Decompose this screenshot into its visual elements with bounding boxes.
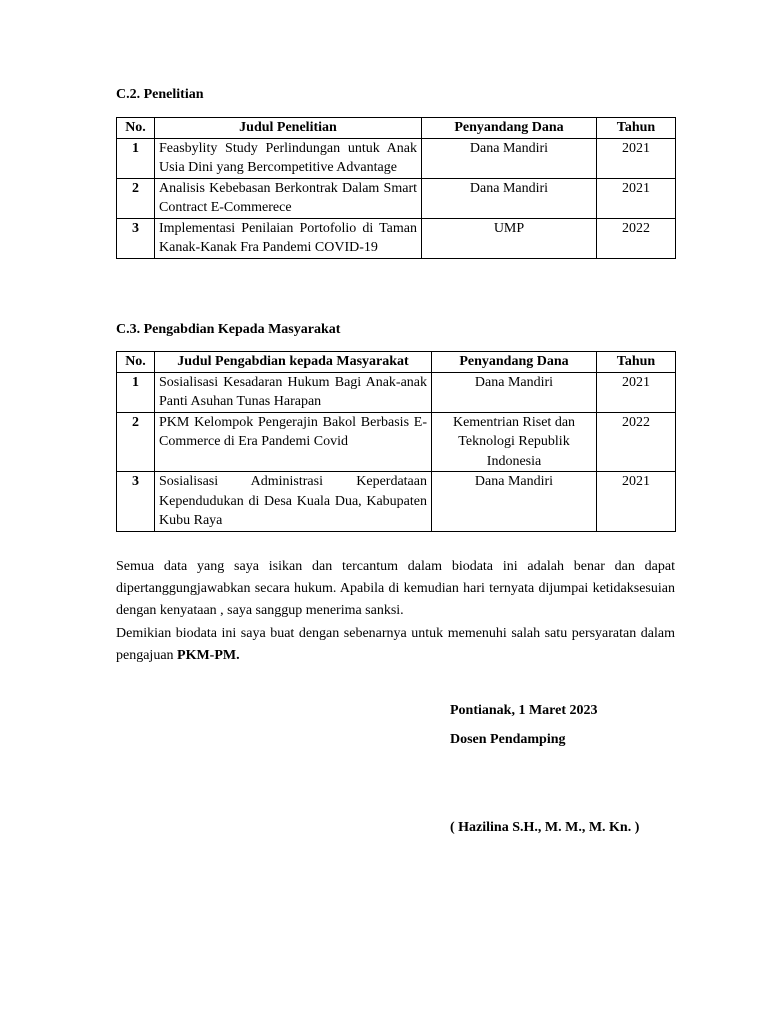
- service-heading: C.3. Pengabdian Kepada Masyarakat: [116, 322, 341, 337]
- signer-role: Dosen Pendamping: [450, 732, 566, 747]
- place-date: Pontianak, 1 Maret 2023: [450, 703, 598, 718]
- column-header-year: Tahun: [597, 352, 676, 373]
- column-header-title: Judul Pengabdian kepada Masyarakat: [155, 352, 432, 373]
- funding-source: Dana Mandiri: [432, 372, 597, 412]
- service-table: [116, 351, 676, 532]
- column-header-title: Judul Penelitian: [155, 118, 422, 139]
- funding-source: UMP: [422, 218, 597, 258]
- research-table: [116, 117, 676, 259]
- year: 2021: [597, 372, 676, 412]
- column-header-funding: Penyandang Dana: [432, 352, 597, 373]
- year: 2022: [597, 218, 676, 258]
- funding-source: Dana Mandiri: [422, 178, 597, 218]
- research-title: Implementasi Penilaian Portofolio di Taman Kanak-Kanak Fra Pandemi COVID-19: [155, 218, 422, 258]
- closing-paragraph: [116, 623, 675, 667]
- service-title: Sosialisasi Kesadaran Hukum Bagi Anak-anak Panti Asuhan Tunas Harapan: [155, 372, 432, 412]
- research-table-header: [117, 118, 676, 139]
- column-header-funding: Penyandang Dana: [422, 118, 597, 139]
- row-number: 3: [117, 218, 155, 258]
- funding-source: Kementrian Riset dan Teknologi Republik Indonesia: [432, 412, 597, 472]
- table-row: [117, 412, 676, 472]
- signer-name: ( Hazilina S.H., M. M., M. Kn. ): [450, 820, 640, 835]
- table-row: [117, 178, 676, 218]
- research-title: Analisis Kebebasan Berkontrak Dalam Smart Contract E-Commerece: [155, 178, 422, 218]
- year: 2021: [597, 138, 676, 178]
- program-name: PKM-PM.: [177, 648, 240, 663]
- funding-source: Dana Mandiri: [432, 472, 597, 532]
- row-number: 2: [117, 412, 155, 472]
- row-number: 1: [117, 372, 155, 412]
- research-title: Feasbylity Study Perlindungan untuk Anak Usia Dini yang Bercompetitive Advantage: [155, 138, 422, 178]
- year: 2022: [597, 412, 676, 472]
- table-row: [117, 218, 676, 258]
- funding-source: Dana Mandiri: [422, 138, 597, 178]
- column-header-no: No.: [117, 352, 155, 373]
- table-row: [117, 138, 676, 178]
- service-table-header: [117, 352, 676, 373]
- row-number: 2: [117, 178, 155, 218]
- table-row: [117, 472, 676, 532]
- research-heading: C.2. Penelitian: [116, 87, 204, 102]
- column-header-no: No.: [117, 118, 155, 139]
- statement-paragraph: Semua data yang saya isikan dan tercantum dalam biodata ini adalah benar dan dapat dipertanggungjawabkan secara hukum. Apabila di kemudian hari ternyata dijumpai ketidaksesuian dengan kenyataan , saya sanggup menerima sanksi.: [116, 559, 675, 618]
- year: 2021: [597, 472, 676, 532]
- table-row: [117, 372, 676, 412]
- year: 2021: [597, 178, 676, 218]
- row-number: 1: [117, 138, 155, 178]
- column-header-year: Tahun: [597, 118, 676, 139]
- service-title: Sosialisasi Administrasi Keperdataan Kependudukan di Desa Kuala Dua, Kabupaten Kubu Raya: [155, 472, 432, 532]
- row-number: 3: [117, 472, 155, 532]
- service-title: PKM Kelompok Pengerajin Bakol Berbasis E-Commerce di Era Pandemi Covid: [155, 412, 432, 472]
- closing-paragraph-text: Demikian biodata ini saya buat dengan sebenarnya untuk memenuhi salah satu persyaratan dalam pengajuan: [116, 626, 675, 663]
